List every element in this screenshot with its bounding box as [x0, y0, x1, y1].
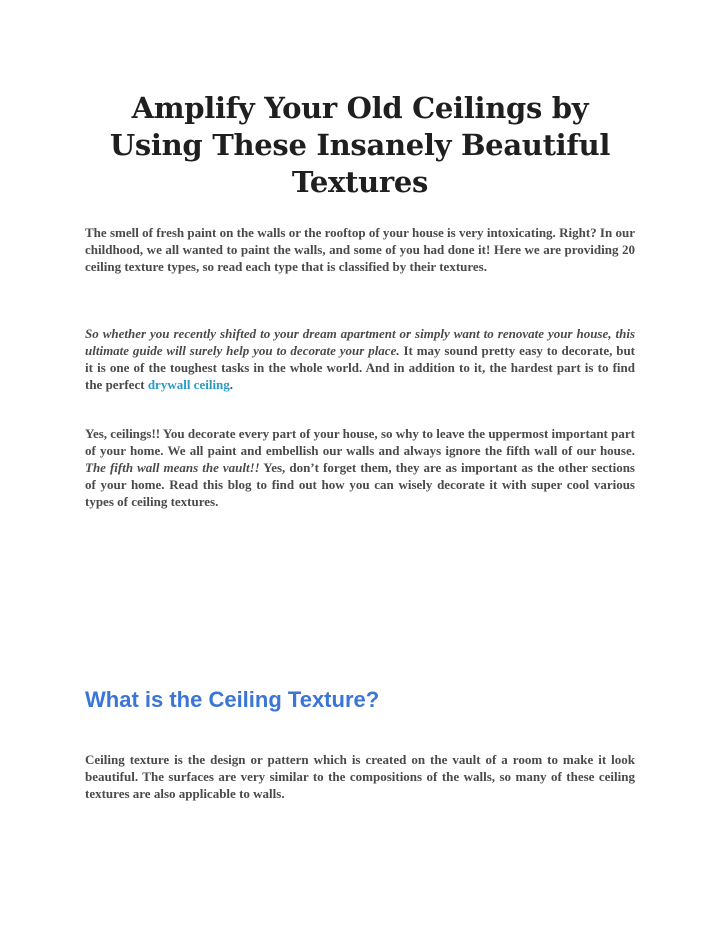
guide-end-punct: .	[229, 377, 234, 392]
section-heading: What is the Ceiling Texture?	[85, 687, 380, 712]
page-title: Amplify Your Old Ceilings by Using These Insanely Beautiful Textures	[109, 91, 611, 199]
guide-italic-text: So whether you recently shifted to your dream apartment or simply want to renovate your house, this ultimate guide will surely help you to decorate your place.	[85, 326, 635, 358]
section-paragraph: Ceiling texture is the design or pattern which is created on the vault of a room to make it look beautiful. The surfaces are very similar to the compositions of the walls, so many of these ceiling textures are also applicable to walls.	[85, 752, 635, 801]
ceilings-paragraph	[85, 425, 635, 510]
guide-body-text: It may sound pretty easy to decorate, but it is one of the toughest tasks in the whole world. And in addition to it, the hardest part is to find the perfect	[85, 343, 636, 392]
drywall-ceiling-link[interactable]: drywall ceiling	[147, 377, 230, 392]
guide-paragraph	[85, 325, 635, 393]
ceilings-text-2: Yes, don’t forget them, they are as important as the other sections of your home. Read this blog to find out how you can wisely decorate it with super cool various types of ceiling textures.	[85, 460, 635, 509]
ceilings-text-1: Yes, ceilings!! You decorate every part of your house, so why to leave the uppermost important part of your home. We all paint and embellish our walls and always ignore the fifth wall of our house.	[85, 426, 635, 458]
fifth-wall-italic: The fifth wall means the vault!!	[85, 460, 260, 475]
intro-paragraph: The smell of fresh paint on the walls or the rooftop of your house is very intoxicating. Right? In our childhood, we all wanted to paint the walls, and some of you had done it! Here we are providing 20 ceiling texture types, so read each type that is classified by their textures.	[85, 225, 635, 274]
